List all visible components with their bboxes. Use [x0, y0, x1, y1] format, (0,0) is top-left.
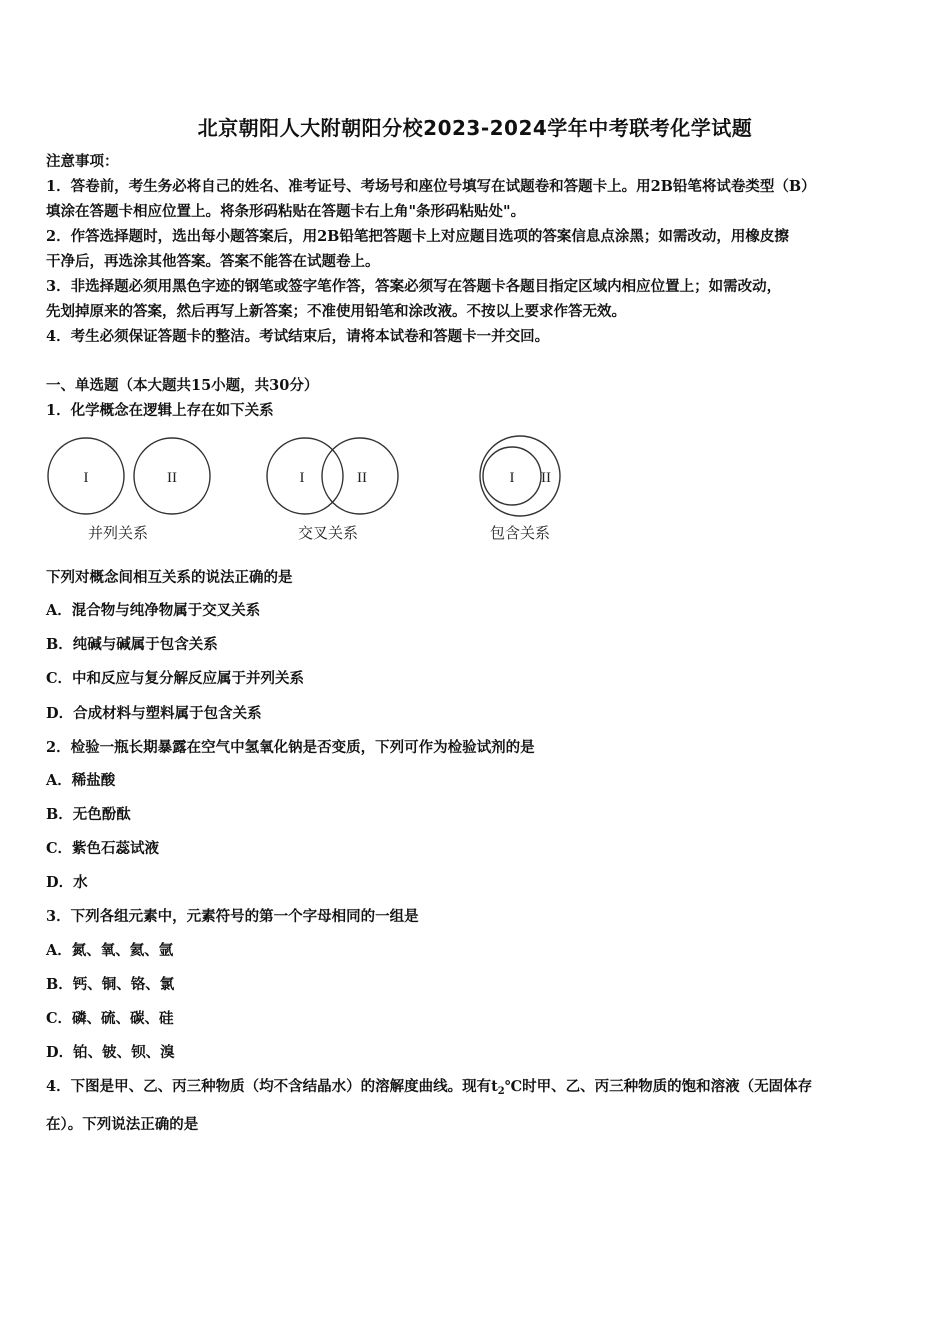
notice-line-2: 填涂在答题卡相应位置上。将条形码粘贴在答题卡右上角"条形码粘贴处"。 — [46, 203, 526, 220]
question-2-stem: 2．检验一瓶长期暴露在空气中氢氧化钠是否变质，下列可作为检验试剂的是 — [46, 739, 535, 756]
parallel-caption: 并列关系 — [87, 524, 149, 542]
notice-line-5: 3．非选择题必须用黑色字迹的钢笔或签字笔作答，答案必须写在答题卡各题目指定区域内相应位置上；如需改动， — [46, 278, 782, 295]
question-4-stem — [46, 1078, 812, 1101]
cross-caption: 交叉关系 — [297, 524, 359, 542]
question-2-option-c: C．紫色石蕊试液 — [46, 840, 160, 857]
notice-line-3: 2．作答选择题时，选出每小题答案后，用2B铅笔把答题卡上对应题目选项的答案信息点涂黑；如需改动，用橡皮擦 — [46, 228, 789, 245]
notice-line-7: 4．考生必须保证答题卡的整洁。考试结束后，请将本试卷和答题卡一并交回。 — [46, 328, 550, 345]
question-1-option-b: B．纯碱与碱属于包含关系 — [46, 636, 218, 653]
question-1-stem: 1．化学概念在逻辑上存在如下关系 — [46, 402, 274, 419]
question-4-stem-part-2: ℃时甲、乙、丙三种物质的饱和溶液（无固体存 — [504, 1078, 813, 1095]
question-1-prompt: 下列对概念间相互关系的说法正确的是 — [46, 569, 293, 586]
notice-heading: 注意事项： — [46, 153, 119, 170]
question-3-option-d: D．铂、铍、钡、溴 — [46, 1044, 175, 1061]
question-1-option-c: C．中和反应与复分解反应属于并列关系 — [46, 670, 305, 687]
question-2-option-d: D．水 — [46, 874, 88, 891]
question-4-stem-line-2: 在）。下列说法正确的是 — [46, 1116, 199, 1133]
notice-line-6: 先划掉原来的答案，然后再写上新答案；不准使用铅笔和涂改液。不按以上要求作答无效。 — [46, 303, 626, 320]
cross-label-1: I — [299, 470, 305, 486]
cross-circle-1 — [267, 438, 343, 514]
parallel-label-2: II — [167, 470, 177, 486]
contain-caption: 包含关系 — [489, 524, 551, 542]
notice-line-1: 1．答卷前，考生务必将自己的姓名、准考证号、考场号和座位号填写在试题卷和答题卡上。用2B铅笔将试卷类型（B） — [46, 178, 816, 195]
venn-diagram — [40, 430, 580, 550]
question-3-stem: 3．下列各组元素中，元素符号的第一个字母相同的一组是 — [46, 908, 419, 925]
question-2-option-b: B．无色酚酞 — [46, 806, 131, 823]
page-title: 北京朝阳人大附朝阳分校2023-2024学年中考联考化学试题 — [197, 116, 753, 140]
parallel-label-1: I — [83, 470, 89, 486]
question-3-option-a: A．氮、氧、氦、氩 — [46, 942, 174, 959]
question-3-option-b: B．钙、铜、铬、氯 — [46, 976, 175, 993]
question-2-option-a: A．稀盐酸 — [46, 772, 116, 789]
question-3-option-c: C．磷、硫、碳、硅 — [46, 1010, 174, 1027]
section-heading: 一、单选题（本大题共15小题，共30分） — [46, 377, 319, 394]
question-4-subscript: 2 — [497, 1086, 505, 1097]
question-4-stem-part-1: 4．下图是甲、乙、丙三种物质（均不含结晶水）的溶解度曲线。现有t — [46, 1078, 498, 1095]
notice-line-4: 干净后，再选涂其他答案。答案不能答在试题卷上。 — [46, 253, 380, 270]
question-1-option-a: A．混合物与纯净物属于交叉关系 — [46, 602, 261, 619]
contain-label-2: II — [541, 470, 551, 486]
cross-label-2: II — [357, 470, 367, 486]
question-1-option-d: D．合成材料与塑料属于包含关系 — [46, 705, 262, 722]
contain-label-1: I — [509, 470, 515, 486]
